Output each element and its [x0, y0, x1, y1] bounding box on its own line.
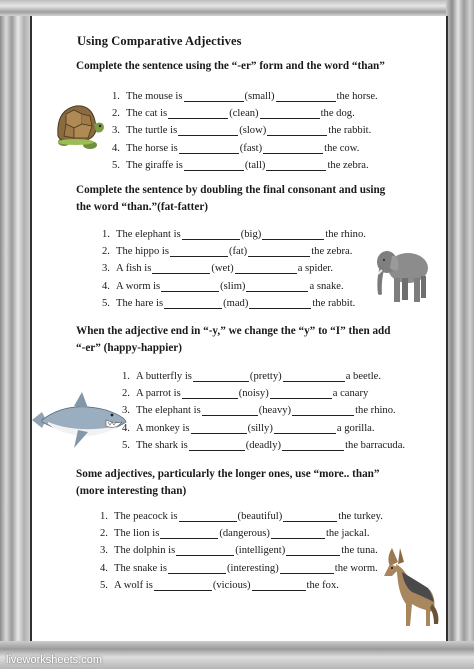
- answer-blank-1[interactable]: [184, 160, 244, 171]
- item-adjective: (slim): [220, 280, 246, 292]
- answer-blank-1[interactable]: [184, 91, 244, 102]
- item-subject: The elephant is: [136, 405, 201, 417]
- answer-blank-2[interactable]: [267, 125, 327, 136]
- exercise-row: [100, 577, 339, 591]
- answer-blank-2[interactable]: [266, 160, 326, 171]
- worksheet-title: Using Comparative Adjectives: [77, 34, 242, 48]
- answer-blank-1[interactable]: [179, 143, 239, 154]
- answer-blank-2[interactable]: [248, 246, 310, 257]
- exercise-row: [100, 508, 383, 522]
- item-number: 5.: [122, 439, 130, 451]
- answer-blank-2[interactable]: [282, 440, 344, 451]
- answer-blank-1[interactable]: [168, 108, 228, 119]
- answer-blank-2[interactable]: [286, 545, 340, 556]
- item-number: 4.: [122, 422, 130, 434]
- answer-blank-1[interactable]: [161, 281, 219, 292]
- answer-blank-2[interactable]: [280, 563, 334, 574]
- exercise-row: [122, 420, 375, 434]
- answer-blank-1[interactable]: [178, 125, 238, 136]
- answer-blank-2[interactable]: [252, 580, 306, 591]
- answer-blank-1[interactable]: [160, 528, 218, 539]
- answer-blank-2[interactable]: [271, 528, 325, 539]
- item-object: a spider.: [297, 263, 333, 275]
- answer-blank-2[interactable]: [270, 388, 332, 399]
- item-object: the rabbit.: [328, 125, 372, 137]
- item-subject: A worm is: [116, 280, 161, 292]
- item-number: 5.: [102, 297, 110, 309]
- worksheet-page: [30, 16, 448, 641]
- item-adjective: (vicious): [212, 579, 251, 591]
- item-number: 3.: [112, 125, 120, 137]
- item-number: 4.: [102, 280, 110, 292]
- answer-blank-1[interactable]: [170, 246, 228, 257]
- item-subject: The horse is: [126, 142, 178, 154]
- item-subject: The turtle is: [126, 125, 178, 137]
- item-number: 3.: [122, 405, 130, 417]
- item-subject: The hare is: [116, 297, 164, 309]
- exercise-row: [122, 368, 381, 382]
- item-adjective: (pretty): [249, 371, 282, 382]
- answer-blank-2[interactable]: [246, 281, 308, 292]
- item-object: a gorilla.: [336, 422, 375, 434]
- answer-blank-2[interactable]: [249, 298, 311, 309]
- item-object: the rhino.: [355, 405, 396, 417]
- jackal-illustration: [382, 542, 440, 630]
- item-number: 1.: [102, 229, 110, 240]
- exercise-row: [112, 122, 371, 136]
- item-number: 4.: [100, 562, 108, 574]
- answer-blank-1[interactable]: [154, 580, 212, 591]
- item-adjective: (beautiful): [237, 511, 283, 522]
- answer-blank-1[interactable]: [193, 371, 249, 382]
- answer-blank-2[interactable]: [235, 263, 297, 274]
- answer-blank-2[interactable]: [283, 371, 345, 382]
- exercise-row: [100, 542, 378, 556]
- answer-blank-2[interactable]: [274, 423, 336, 434]
- item-object: the tuna.: [341, 545, 378, 557]
- shark-illustration: [28, 390, 128, 456]
- item-number: 1.: [100, 511, 108, 522]
- answer-blank-2[interactable]: [262, 229, 324, 240]
- item-adjective: (clean): [229, 108, 259, 120]
- item-object: the rhino.: [325, 229, 366, 240]
- item-subject: A parrot is: [136, 388, 181, 400]
- answer-blank-1[interactable]: [182, 229, 240, 240]
- item-subject: The snake is: [114, 562, 167, 574]
- item-subject: The hippo is: [116, 246, 169, 258]
- item-object: a beetle.: [345, 371, 381, 382]
- item-adjective: (fat): [228, 246, 248, 258]
- section-3-instruction: When the adjective end in “-y,” we change the “y” to “I” then add “-er” (happy-happier): [76, 325, 391, 354]
- item-adjective: (silly): [247, 422, 273, 434]
- item-adjective: (slow): [239, 125, 267, 137]
- item-number: 2.: [102, 246, 110, 258]
- item-number: 2.: [112, 108, 120, 120]
- exercise-row: [102, 243, 352, 257]
- exercise-row: [102, 260, 333, 274]
- exercise-row: [112, 140, 359, 154]
- item-number: 1.: [112, 91, 120, 102]
- item-subject: The elephant is: [116, 229, 181, 240]
- answer-blank-1[interactable]: [176, 545, 234, 556]
- item-object: the zebra.: [327, 159, 369, 171]
- item-object: the dog.: [320, 108, 355, 120]
- answer-blank-1[interactable]: [179, 511, 237, 522]
- item-adjective: (dangerous): [219, 528, 270, 540]
- item-subject: The lion is: [114, 528, 160, 540]
- exercise-row: [122, 437, 405, 451]
- item-object: a canary: [332, 388, 369, 400]
- section-1-instruction: Complete the sentence using the “-er” form and the word “than”: [76, 60, 385, 72]
- exercise-row: [102, 226, 366, 240]
- item-subject: A wolf is: [114, 579, 153, 591]
- section-4-instruction: Some adjectives, particularly the longer ones, use “more.. than” (more interesting than): [76, 468, 380, 497]
- item-adjective: (fast): [239, 142, 263, 154]
- item-subject: The shark is: [136, 439, 188, 451]
- answer-blank-1[interactable]: [164, 298, 222, 309]
- answer-blank-2[interactable]: [263, 143, 323, 154]
- item-number: 5.: [112, 159, 120, 171]
- item-object: a snake.: [309, 280, 344, 292]
- item-adjective: (small): [244, 91, 275, 102]
- item-number: 1.: [122, 371, 130, 382]
- exercise-row: [100, 560, 378, 574]
- elephant-illustration: [374, 240, 430, 308]
- item-object: the barracuda.: [345, 439, 406, 451]
- item-adjective: (interesting): [226, 562, 279, 574]
- answer-blank-2[interactable]: [292, 405, 354, 416]
- item-object: the zebra.: [311, 246, 353, 258]
- item-object: the cow.: [324, 142, 360, 154]
- exercise-row: [112, 105, 355, 119]
- answer-blank-1[interactable]: [202, 405, 258, 416]
- item-adjective: (big): [240, 229, 262, 240]
- item-number: 5.: [100, 579, 108, 591]
- item-adjective: (wet): [211, 263, 234, 275]
- exercise-row: [100, 525, 369, 539]
- answer-blank-1[interactable]: [182, 388, 238, 399]
- answer-blank-1[interactable]: [168, 563, 226, 574]
- item-subject: The peacock is: [114, 511, 178, 522]
- turtle-illustration: [52, 98, 106, 154]
- answer-blank-1[interactable]: [191, 423, 247, 434]
- item-object: the worm.: [334, 562, 378, 574]
- exercise-row: [102, 295, 355, 309]
- item-object: the turkey.: [338, 511, 383, 522]
- item-number: 4.: [112, 142, 120, 154]
- watermark: liveworksheets.com: [6, 654, 102, 666]
- item-adjective: (mad): [223, 297, 249, 309]
- section-2-instruction: Complete the sentence by doubling the final consonant and using the word “than.”(fat-fatter): [76, 184, 386, 213]
- exercise-row: [112, 157, 369, 171]
- item-object: the jackal.: [325, 528, 370, 540]
- item-adjective: (deadly): [245, 439, 282, 451]
- item-object: the fox.: [306, 579, 339, 591]
- item-number: 2.: [100, 528, 108, 540]
- item-object: the rabbit.: [312, 297, 356, 309]
- item-number: 3.: [100, 545, 108, 557]
- item-adjective: (heavy): [258, 405, 292, 417]
- item-subject: The dolphin is: [114, 545, 176, 557]
- item-number: 2.: [122, 388, 130, 400]
- answer-blank-2[interactable]: [283, 511, 337, 522]
- answer-blank-1[interactable]: [152, 263, 210, 274]
- item-subject: The cat is: [126, 108, 168, 120]
- frame-top-border: [0, 0, 474, 16]
- exercise-row: [122, 385, 368, 399]
- exercise-row: [122, 402, 396, 416]
- item-adjective: (noisy): [238, 388, 269, 400]
- item-subject: The giraffe is: [126, 159, 183, 171]
- answer-blank-1[interactable]: [189, 440, 245, 451]
- item-adjective: (intelligent): [235, 545, 286, 557]
- item-number: 3.: [102, 263, 110, 275]
- exercise-row: [102, 278, 344, 292]
- answer-blank-2[interactable]: [276, 91, 336, 102]
- item-subject: A fish is: [116, 263, 152, 275]
- item-subject: A monkey is: [136, 422, 190, 434]
- item-object: the horse.: [336, 91, 378, 102]
- exercise-row: [112, 88, 378, 102]
- item-subject: The mouse is: [126, 91, 183, 102]
- answer-blank-2[interactable]: [260, 108, 320, 119]
- item-subject: A butterfly is: [136, 371, 192, 382]
- item-adjective: (tall): [244, 159, 266, 171]
- frame-right-border: [446, 0, 474, 669]
